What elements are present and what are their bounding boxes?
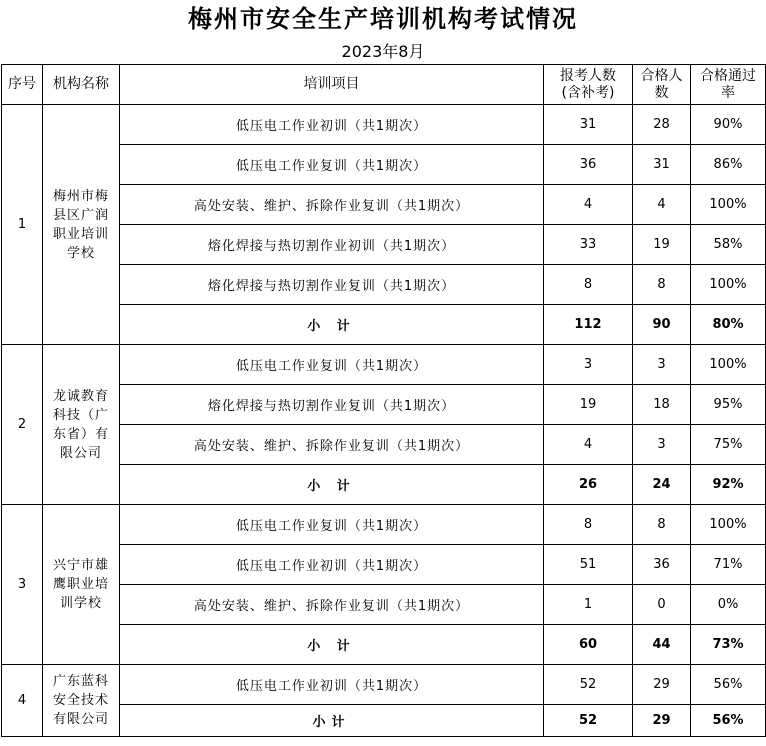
header-seq: 序号: [2, 65, 43, 105]
table-header-row: [2, 65, 766, 105]
report-month: 2023年8月: [341, 42, 425, 61]
registered-cell: 52: [544, 665, 633, 705]
subtotal-rate: 73%: [691, 625, 766, 665]
registered-cell: 36: [544, 145, 633, 185]
registered-cell: 4: [544, 185, 633, 225]
passed-cell: 36: [633, 545, 691, 585]
subtotal-registered: 60: [544, 625, 633, 665]
subtotal-passed: 44: [633, 625, 691, 665]
passed-cell: 29: [633, 665, 691, 705]
org-name-cell: 龙诚教育科技（广东省）有限公司: [43, 345, 120, 505]
registered-cell: 3: [544, 345, 633, 385]
registered-cell: 1: [544, 585, 633, 625]
project-cell: 低压电工作业初训（共1期次）: [120, 105, 544, 145]
passed-cell: 3: [633, 425, 691, 465]
passed-cell: 18: [633, 385, 691, 425]
registered-cell: 31: [544, 105, 633, 145]
seq-cell: 3: [2, 505, 43, 665]
rate-cell: 0%: [691, 585, 766, 625]
subtotal-passed: 90: [633, 305, 691, 345]
project-cell: 低压电工作业复训（共1期次）: [120, 145, 544, 185]
subtotal-label: 小 计: [120, 465, 544, 505]
rate-cell: 90%: [691, 105, 766, 145]
rate-cell: 75%: [691, 425, 766, 465]
project-cell: 低压电工作业复训（共1期次）: [120, 505, 544, 545]
rate-cell: 95%: [691, 385, 766, 425]
exam-results-table: [1, 64, 766, 737]
header-registered: 报考人数 (含补考): [544, 65, 633, 105]
table-row: [2, 505, 766, 545]
header-org: 机构名称: [43, 65, 120, 105]
project-cell: 低压电工作业初训（共1期次）: [120, 545, 544, 585]
subtotal-passed: 29: [633, 705, 691, 737]
passed-cell: 8: [633, 265, 691, 305]
subtotal-label: 小 计: [120, 625, 544, 665]
registered-cell: 8: [544, 265, 633, 305]
subtotal-rate: 92%: [691, 465, 766, 505]
page-title: 梅州市安全生产培训机构考试情况: [188, 4, 578, 33]
org-name-cell: 梅州市梅县区广润职业培训学校: [43, 105, 120, 345]
rate-cell: 58%: [691, 225, 766, 265]
rate-cell: 100%: [691, 345, 766, 385]
passed-cell: 3: [633, 345, 691, 385]
table-row: [2, 345, 766, 385]
table-row: [2, 665, 766, 705]
table-body: [2, 105, 766, 737]
project-cell: 熔化焊接与热切割作业复训（共1期次）: [120, 385, 544, 425]
project-cell: 低压电工作业复训（共1期次）: [120, 345, 544, 385]
rate-cell: 86%: [691, 145, 766, 185]
subtotal-label: 小 计: [120, 305, 544, 345]
rate-cell: 100%: [691, 505, 766, 545]
registered-cell: 51: [544, 545, 633, 585]
registered-cell: 4: [544, 425, 633, 465]
subtotal-registered: 26: [544, 465, 633, 505]
rate-cell: 100%: [691, 185, 766, 225]
registered-cell: 33: [544, 225, 633, 265]
table-row: [2, 105, 766, 145]
org-name-cell: 兴宁市雄鹰职业培训学校: [43, 505, 120, 665]
passed-cell: 28: [633, 105, 691, 145]
header-project: 培训项目: [120, 65, 544, 105]
passed-cell: 31: [633, 145, 691, 185]
project-cell: 熔化焊接与热切割作业复训（共1期次）: [120, 265, 544, 305]
org-name-cell: 广东蓝科安全技术有限公司: [43, 665, 120, 737]
project-cell: 熔化焊接与热切割作业初训（共1期次）: [120, 225, 544, 265]
seq-cell: 2: [2, 345, 43, 505]
rate-cell: 100%: [691, 265, 766, 305]
rate-cell: 71%: [691, 545, 766, 585]
seq-cell: 4: [2, 665, 43, 737]
project-cell: 高处安装、维护、拆除作业复训（共1期次）: [120, 185, 544, 225]
seq-cell: 1: [2, 105, 43, 345]
passed-cell: 0: [633, 585, 691, 625]
header-rate: 合格通过 率: [691, 65, 766, 105]
header-passed: 合格人 数: [633, 65, 691, 105]
passed-cell: 4: [633, 185, 691, 225]
passed-cell: 8: [633, 505, 691, 545]
subtotal-registered: 112: [544, 305, 633, 345]
registered-cell: 19: [544, 385, 633, 425]
subtotal-registered: 52: [544, 705, 633, 737]
project-cell: 低压电工作业初训（共1期次）: [120, 665, 544, 705]
project-cell: 高处安装、维护、拆除作业复训（共1期次）: [120, 585, 544, 625]
registered-cell: 8: [544, 505, 633, 545]
project-cell: 高处安装、维护、拆除作业复训（共1期次）: [120, 425, 544, 465]
subtotal-passed: 24: [633, 465, 691, 505]
passed-cell: 19: [633, 225, 691, 265]
subtotal-rate: 56%: [691, 705, 766, 737]
rate-cell: 56%: [691, 665, 766, 705]
subtotal-label: 小计: [120, 705, 544, 737]
subtotal-rate: 80%: [691, 305, 766, 345]
